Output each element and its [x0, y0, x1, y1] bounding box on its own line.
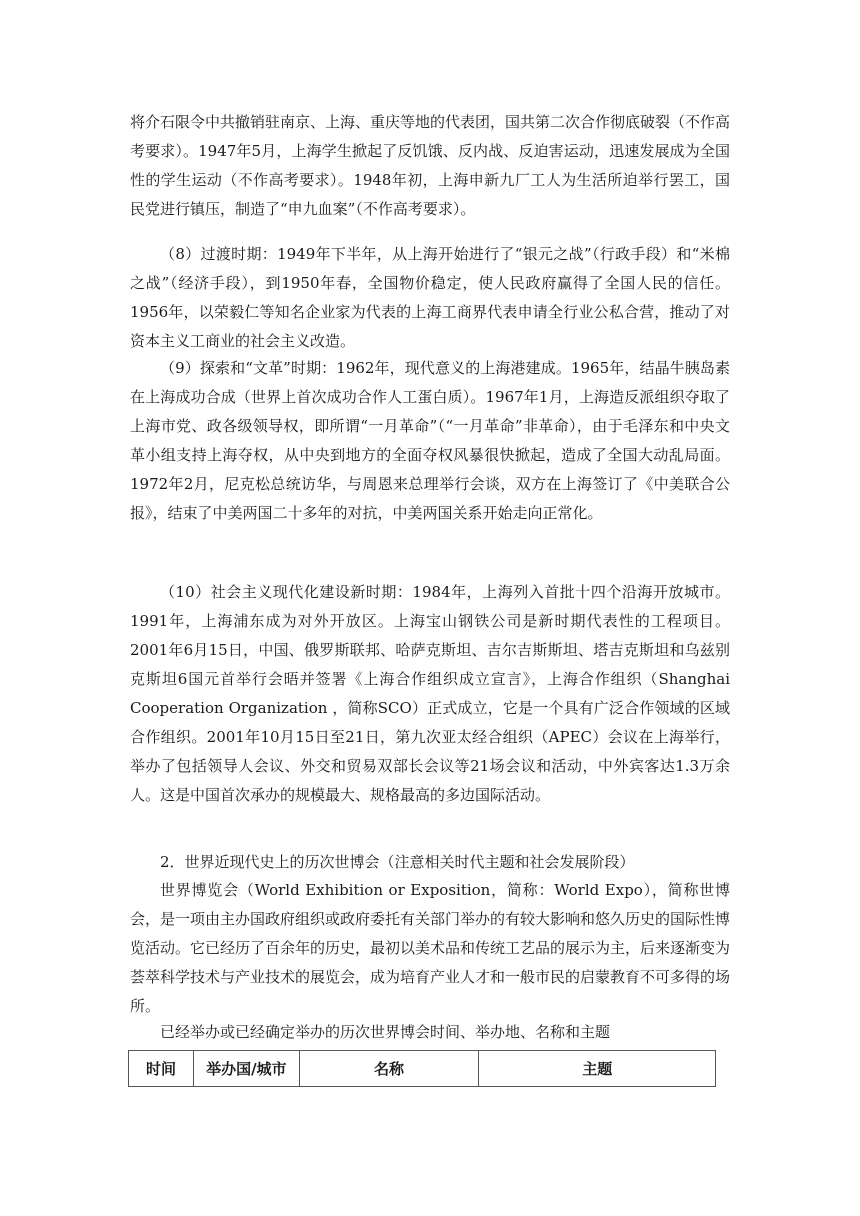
column-header-time: 时间: [129, 1051, 194, 1087]
paragraph-expo-intro: 世界博览会（World Exhibition or Exposition，简称：World Expo），简称世博会，是一项由主办国政府组织或政府委托有关部门举办的有较大影响和悠久历史的国际性博览活动。它已经历了百余年的历史，最初以美术品和传统工艺品的展示为主，后来逐渐变为荟萃科学技术与产业技术的展览会，成为培育产业人才和一般市民的启蒙教育不可多得的场所。: [130, 881, 731, 1015]
column-header-name: 名称: [299, 1051, 479, 1087]
paragraph-transition-period: （8）过渡时期：1949年下半年，从上海开始进行了“银元之战”（行政手段）和“米棉之战”（经济手段），到1950年春，全国物价稳定，使人民政府赢得了全国人民的信任。1956年，以荣毅仁等知名企业家为代表的上海工商界代表申请全行业公私合营，推动了对资本主义工商业的社会主义改造。: [130, 245, 730, 350]
paragraph-kmt-breakdown: 将介石限令中共撤销驻南京、上海、重庆等地的代表团，国共第二次合作彻底破裂（不作高考要求）。1947年5月，上海学生掀起了反饥饿、反内战、反迫害运动，迅速发展成为全国性的学生运动（不作高考要求）。1948年初，上海申新九厂工人为生活所迫举行罢工，国民党进行镇压，制造了“申九血案”（不作高考要求）。: [130, 113, 731, 218]
section-heading-world-expos: 2．世界近现代史上的历次世博会（注意相关时代主题和社会发展阶段）: [160, 853, 635, 871]
column-header-host: 举办国/城市: [193, 1051, 299, 1087]
table-caption: 已经举办或已经确定举办的历次世界博会时间、举办地、名称和主题: [160, 1023, 611, 1041]
table-header-row: [129, 1051, 716, 1087]
column-header-theme: 主题: [479, 1051, 716, 1087]
expo-table: [128, 1050, 716, 1087]
paragraph-cultural-revolution: （9）探索和“文革”时期：1962年，现代意义的上海港建成。1965年，结晶牛胰岛素在上海成功合成（世界上首次成功合作人工蛋白质）。1967年1月，上海造反派组织夺取了上海市党、政各级领导权，即所谓“一月革命”（“一月革命”非革命），由于毛泽东和中央文革小组支持上海夺权，从中央到地方的全面夺权风暴很快掀起，造成了全国大动乱局面。1972年2月，尼克松总统访华，与周恩来总理举行会谈，双方在上海签订了《中美联合公报》，结束了中美两国二十多年的对抗，中美两国关系开始走向正常化。: [130, 359, 730, 522]
paragraph-modernization: （10）社会主义现代化建设新时期：1984年，上海列入首批十四个沿海开放城市。1991年，上海浦东成为对外开放区。上海宝山钢铁公司是新时期代表性的工程项目。2001年6月15日，中国、俄罗斯联邦、哈萨克斯坦、吉尔吉斯斯坦、塔吉克斯坦和乌兹别克斯坦6国元首举行会晤并签署《上海合作组织成立宣言》，上海合作组织（Shanghai Cooperation Organization ，简称SCO）正式成立，它是一个具有广泛合作领域的区域合作组织。2001年10月15日至21日，第九次亚太经合组织（APEC）会议在上海举行，举办了包括领导人会议、外交和贸易双部长会议等21场会议和活动，中外宾客达1.3万余人。这是中国首次承办的规模最大、规格最高的多边国际活动。: [130, 583, 730, 804]
